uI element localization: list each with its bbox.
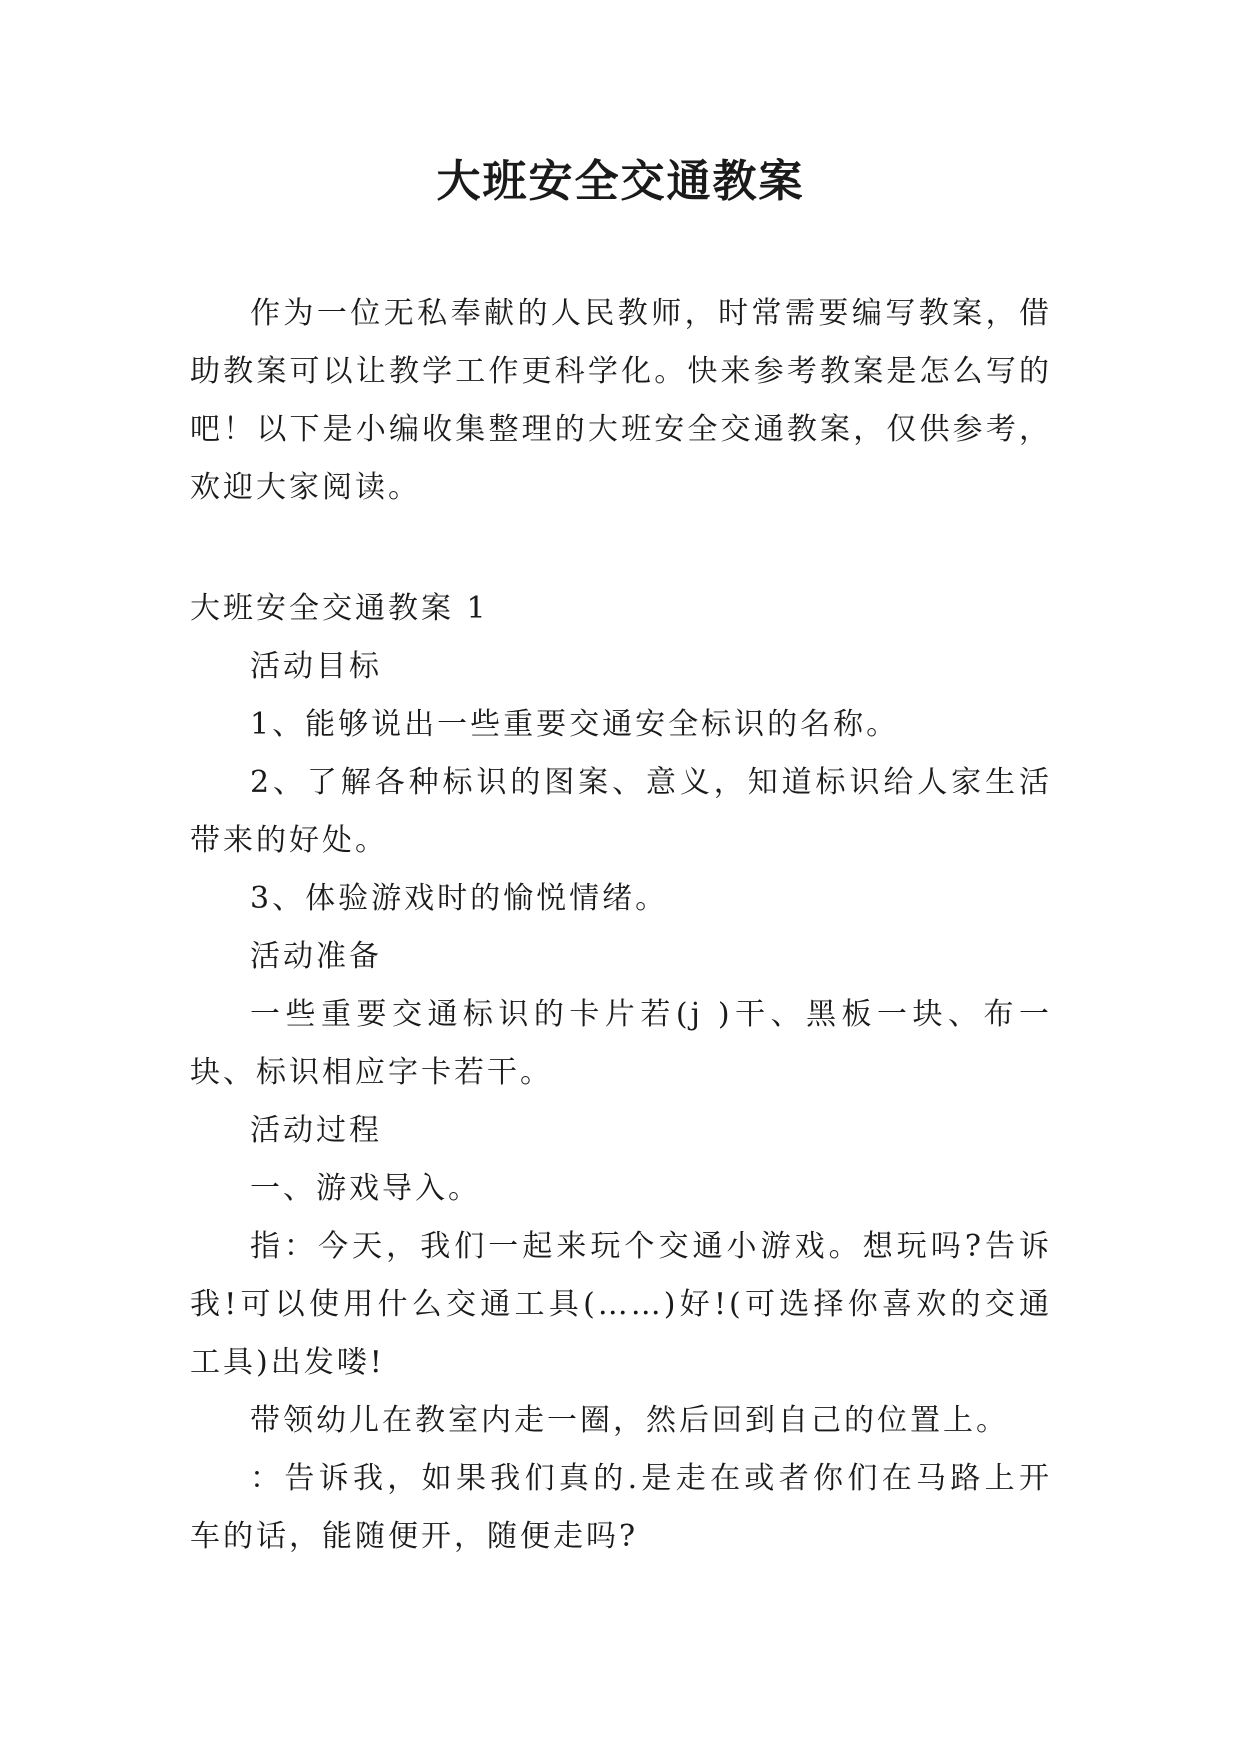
goal-item-2: 2、了解各种标识的图案、意义，知道标识给人家生活带来的好处。 [190,765,1052,858]
goal-item-3: 3、体验游戏时的愉悦情绪。 [250,881,669,916]
lesson-content [190,580,1052,1566]
section-heading: 大班安全交通教案 1 [190,591,489,626]
intro-block [190,285,1052,517]
process-paragraph: ：告诉我，如果我们真的.是走在或者你们在马路上开车的话，能随便开，随便走吗? [190,1461,1052,1554]
intro-paragraph: 作为一位无私奉献的人民教师，时常需要编写教案，借助教案可以让教学工作更科学化。快来参考教案是怎么写的吧！以下是小编收集整理的大班安全交通教案，仅供参考，欢迎大家阅读。 [190,296,1052,505]
heading-activity-process: 活动过程 [250,1113,382,1148]
preparation-paragraph: 一些重要交通标识的卡片若(j )干、黑板一块、布一块、标识相应字卡若干。 [190,997,1052,1090]
document-title: 大班安全交通教案 [436,156,805,207]
heading-activity-preparation: 活动准备 [250,939,382,974]
heading-activity-goals: 活动目标 [250,649,382,684]
process-paragraph: 指：今天，我们一起来玩个交通小游戏。想玩吗?告诉我!可以使用什么交通工具(……)好!(可选择你喜欢的交通工具)出发喽! [190,1229,1052,1380]
process-paragraph: 带领幼儿在教室内走一圈，然后回到自己的位置上。 [250,1403,1009,1438]
process-step-1: 一、游戏导入。 [250,1171,481,1206]
goal-item-1: 1、能够说出一些重要交通安全标识的名称。 [250,707,900,742]
